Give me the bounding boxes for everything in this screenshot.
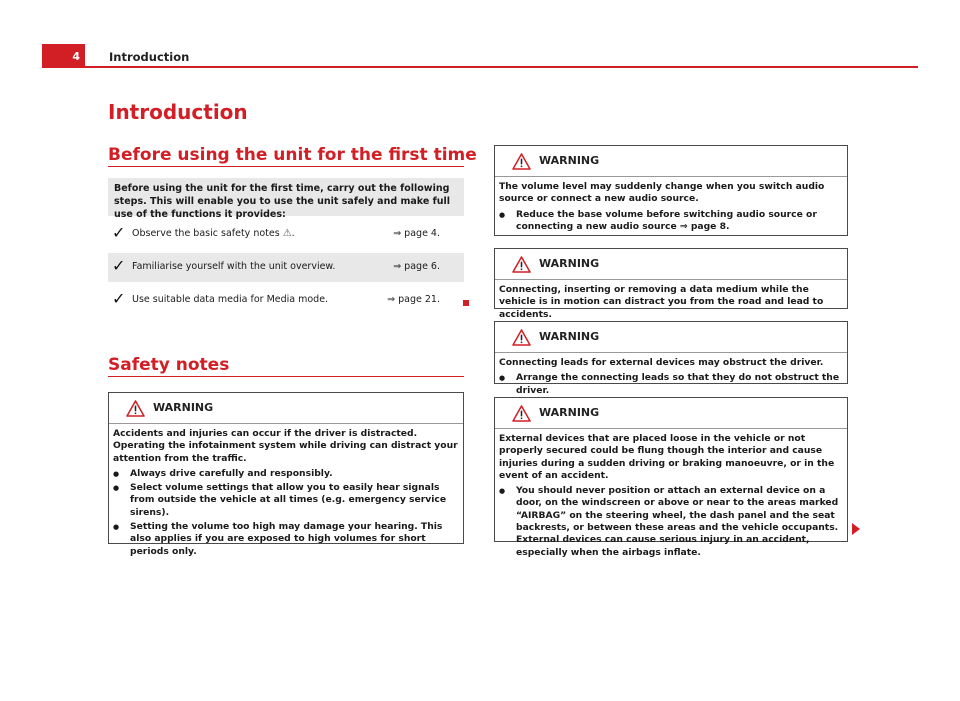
header-rule [85, 66, 918, 68]
warning-triangle-icon [512, 256, 531, 273]
step-row [108, 253, 464, 282]
warning-body [495, 353, 847, 403]
warning-text: Connecting, inserting or removing a data medium while the vehicle is in motion can distract you from the road and lead to accidents. [499, 284, 824, 320]
warning-header [495, 249, 847, 280]
steps-table [108, 178, 464, 315]
section-end-mark [463, 300, 469, 306]
step-row [108, 220, 464, 249]
heading-before-use: Before using the unit for the first time [108, 145, 477, 165]
warning-title: WARNING [539, 257, 600, 270]
warning-triangle-icon: ⚠ [282, 228, 292, 239]
steps-intro: Before using the unit for the first time, carry out the following steps. This will enable you to use the unit safely and make full use of the functions it provides: [108, 178, 464, 216]
step-text: Observe the basic safety notes ⚠. [132, 228, 295, 239]
checkmark-icon: ✓ [112, 256, 126, 275]
step-text: Familiarise yourself with the unit overview. [132, 261, 336, 272]
warning-body [495, 177, 847, 239]
warning-triangle-icon [512, 329, 531, 346]
warning-body [109, 424, 463, 564]
warning-box-volume [494, 145, 848, 236]
warning-text: The volume level may suddenly change when you switch audio source or connect a new audio source. [499, 181, 825, 205]
warning-box-safety [108, 392, 464, 557]
step-page-ref[interactable]: ⇒ page 4. [393, 228, 440, 239]
heading-rule [108, 166, 464, 167]
warning-bullet: ● Arrange the connecting leads so that they do not obstruct the driver. [499, 372, 843, 397]
warning-header [495, 398, 847, 429]
warning-box-external-devices [494, 397, 848, 558]
warning-title: WARNING [539, 330, 600, 343]
step-page-ref[interactable]: ⇒ page 6. [393, 261, 440, 272]
header-section-title: Introduction [109, 50, 190, 64]
warning-bullet: ● Setting the volume too high may damage your hearing. This also applies if you are exposed to high volumes for short periods only. [113, 521, 459, 558]
warning-bullet: ● Select volume settings that allow you to easily hear signals from outside the vehicle at all times (e.g. emergency service sirens). [113, 482, 459, 519]
continue-arrow-icon [852, 523, 860, 535]
warning-bullet: ● Always drive carefully and responsibly. [113, 468, 459, 480]
warning-title: WARNING [539, 154, 600, 167]
step-row [108, 286, 464, 315]
step-page-ref[interactable]: ⇒ page 21. [387, 294, 440, 305]
page-number: 4 [72, 50, 80, 63]
heading-rule [108, 376, 464, 377]
warning-header [109, 393, 463, 424]
warning-triangle-icon [512, 153, 531, 170]
warning-box-leads [494, 321, 848, 396]
warning-bullet: ● Reduce the base volume before switching audio source or connecting a new audio source ⇒ page 8. [499, 209, 843, 234]
warning-triangle-icon [126, 400, 145, 417]
warning-title: WARNING [539, 406, 600, 419]
warning-text: Accidents and injuries can occur if the driver is distracted. Operating the infotainment system while driving can distract your attention from the traffic. [113, 428, 458, 464]
warning-box-data-medium [494, 248, 848, 320]
warning-title: WARNING [153, 401, 214, 414]
checkmark-icon: ✓ [112, 289, 126, 308]
warning-header [495, 322, 847, 353]
page-title: Introduction [108, 100, 248, 124]
warning-triangle-icon [512, 405, 531, 422]
warning-body [495, 429, 847, 565]
heading-safety-notes: Safety notes [108, 355, 230, 375]
warning-text: External devices that are placed loose in the vehicle or not properly secured could be flung though the interior and cause injuries during a sudden driving or braking manoeuvre, or in the event of an accident. [499, 433, 835, 481]
warning-text: Connecting leads for external devices may obstruct the driver. [499, 357, 824, 368]
warning-bullet: ● You should never position or attach an external device on a door, on the windscreen or above or near to the areas marked “AIRBAG” on the steering wheel, the dash panel and the seat backrests, or between these areas and the vehicle occupants. External devices can cause serious injury in an accident, especially when the airbags inflate. [499, 485, 843, 559]
step-text: Use suitable data media for Media mode. [132, 294, 329, 305]
warning-header [495, 146, 847, 177]
checkmark-icon: ✓ [112, 223, 126, 242]
